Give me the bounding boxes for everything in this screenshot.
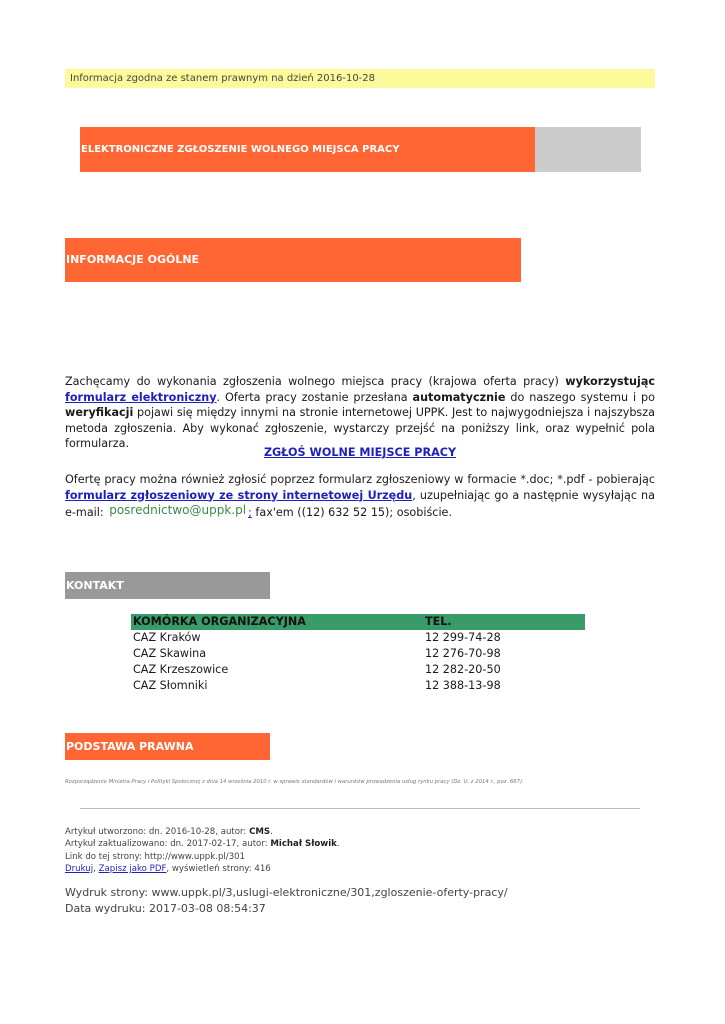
intro-text-2: . Oferta pracy zostanie przesłana — [216, 390, 413, 404]
section-header-info: INFORMACJE OGÓLNE — [65, 238, 521, 282]
created-line: Artykuł utworzono: dn. 2016-10-28, autor: CMS. — [65, 827, 273, 837]
unit-cell: CAZ Krzeszowice — [133, 663, 229, 676]
phone-cell: 12 388-13-98 — [425, 679, 501, 692]
unit-cell: CAZ Skawina — [133, 647, 207, 660]
unit-cell: CAZ Kraków — [133, 631, 201, 644]
print-link[interactable]: Drukuj — [65, 863, 94, 874]
email-separator: ; — [248, 506, 252, 519]
permalink-line: Link do tej strony: http://www.uppk.pl/301 — [65, 851, 246, 862]
updated-line: Artykuł zaktualizowano: dn. 2017-02-17, autor: Michał Słowik. — [65, 839, 340, 850]
page-title: ELEKTRONICZNE ZGŁOSZENIE WOLNEGO MIEJSCA PRACY — [80, 127, 536, 172]
column-header-phone: TEL. — [423, 614, 585, 630]
table-row — [131, 646, 585, 662]
electronic-form-link[interactable]: formularz elektroniczny — [65, 390, 217, 404]
table-row — [131, 678, 585, 694]
phone-cell: 12 299-74-28 — [425, 631, 501, 644]
table-row — [131, 662, 585, 678]
intro-text-3: do naszego systemu i po — [505, 390, 655, 404]
intro-bold-1: wykorzystując — [565, 375, 655, 388]
form-download-link[interactable]: formularz zgłoszeniowy ze strony internetowej Urzędu — [65, 488, 413, 502]
created-author: CMS — [249, 827, 271, 837]
title-side-block — [535, 127, 641, 172]
actions-line: Drukuj, Zapisz jako PDF, wyświetleń strony: 416 — [65, 863, 271, 874]
intro-text-4: pojawi się między innymi na stronie internetowej UPPK. Jest to najwygodniejsza i najszybsza metoda zgłoszenia. Aby wykonać zgłoszenie, wystarczy przejść na poniższy link, oraz wypełnić pola formularza. — [65, 406, 655, 450]
phone-cell: 12 276-70-98 — [425, 647, 501, 660]
table-header-row — [131, 614, 585, 630]
print-url: Wydruk strony: www.uppk.pl/3,uslugi-elektroniczne/301,zgloszenie-oferty-pracy/ — [65, 886, 508, 899]
alternative-paragraph — [65, 472, 655, 521]
legal-status-notice: Informacja zgodna ze stanem prawnym na dzień 2016-10-28 — [65, 69, 655, 88]
intro-bold-3: weryfikacji — [65, 406, 134, 419]
updated-author: Michał Słowik — [270, 839, 337, 850]
print-info — [65, 885, 508, 917]
phone-cell: 12 282-20-50 — [425, 663, 501, 676]
intro-bold-2: automatycznie — [412, 390, 506, 404]
alt-text-2: , uzupełniając go a następnie wysyłając na e-mail: — [65, 488, 655, 519]
article-meta — [65, 826, 340, 875]
intro-text-1: Zachęcamy do wykonania zgłoszenia wolnego miejsca pracy (krajowa oferta pracy) — [65, 375, 566, 388]
section-header-kontakt: KONTAKT — [65, 572, 270, 599]
column-header-unit: KOMÓRKA ORGANIZACYJNA — [131, 614, 423, 630]
submit-vacancy-link[interactable]: ZGŁOŚ WOLNE MIEJSCE PRACY — [263, 446, 457, 459]
legal-basis-text: Rozporządzenie Ministra Pracy i Polityki Społecznej z dnia 14 września 2010 r. w sprawie standardów i warunków prowadzenia usług rynku pracy (Dz. U. z 2014 r., poz. 667). — [65, 779, 524, 785]
email-image[interactable]: posrednictwo@uppk.pl — [109, 503, 247, 517]
intro-paragraph — [65, 374, 655, 452]
divider — [80, 808, 640, 809]
table-row — [131, 630, 585, 646]
alt-text-1: Ofertę pracy można również zgłosić poprzez formularz zgłoszeniowy w formacie *.doc; *.pdf - pobierając — [65, 473, 655, 486]
section-header-podstawa: PODSTAWA PRAWNA — [65, 733, 270, 760]
print-date: Data wydruku: 2017-03-08 08:54:37 — [65, 902, 266, 915]
contacts-table — [131, 614, 585, 694]
alt-text-3: fax'em ((12) 632 52 15); osobiście. — [251, 506, 452, 519]
views-count: , wyświetleń strony: 416 — [166, 863, 271, 874]
unit-cell: CAZ Słomniki — [133, 679, 208, 692]
save-pdf-link[interactable]: Zapisz jako PDF — [98, 863, 167, 874]
